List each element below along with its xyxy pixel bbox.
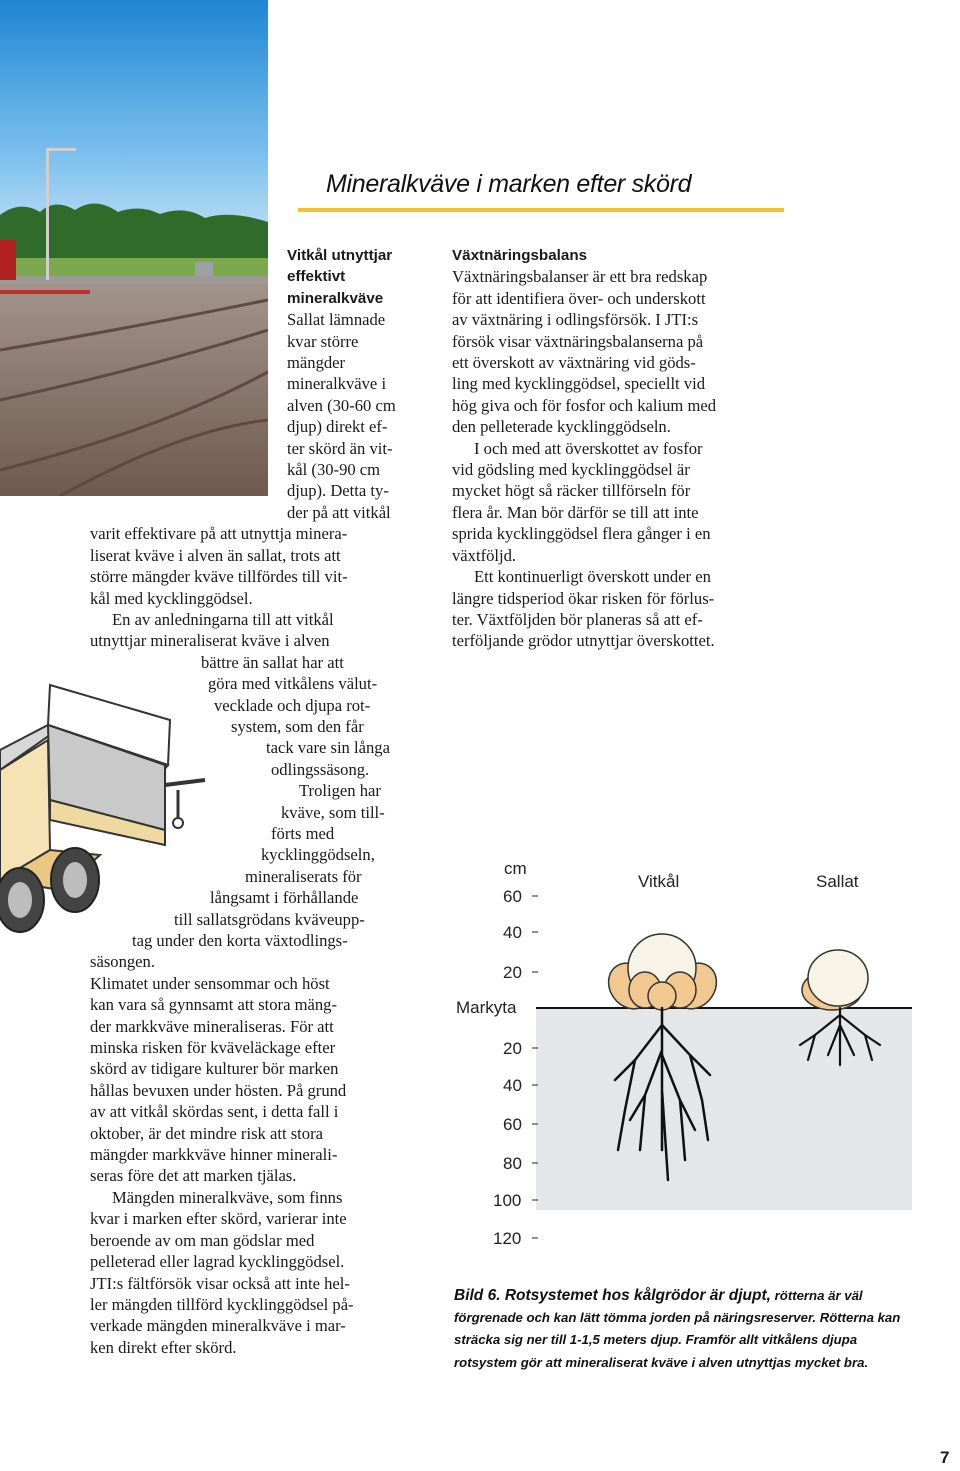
right-column: [452, 245, 797, 652]
text-line: Växtnäringsbalanser är ett bra redskap: [452, 267, 708, 287]
tick-label: 20: [503, 963, 522, 982]
plant-label-vitkal: Vitkål: [638, 872, 680, 891]
heading-vaxtnaringsbalans: Växtnäringsbalans: [452, 247, 588, 264]
text-line: Ett kontinuerligt överskott under en: [474, 567, 711, 587]
page-number: 7: [940, 1448, 950, 1467]
text-line: mineralkväve i: [287, 374, 387, 394]
text-line: I och med att överskottet av fosfor: [474, 438, 703, 458]
text-line: ter skörd än vit-: [287, 438, 393, 458]
paragraph-mangden: [90, 1187, 435, 1358]
text-line: En av anledningarna till att vitkål: [112, 609, 334, 629]
text-line: långsamt i förhållande: [210, 888, 359, 908]
text-line: oktober, är det mindre risk att stora: [90, 1123, 323, 1143]
text-line: kan vara så gynnsamt att stora mäng-: [90, 995, 337, 1015]
tick-label: 40: [503, 1076, 522, 1095]
text-line: der på att vitkål: [287, 502, 391, 522]
text-line: liserat kväve i alven än sallat, trots att: [90, 545, 341, 565]
text-line: ett överskott av växtnäring vid göds-: [452, 353, 696, 373]
heading-line: Vitkål utnyttjar: [287, 247, 393, 264]
caption-line: [454, 1285, 954, 1307]
caption-text: sträcka sig ner till 1-1,5 meters djup. Framför allt vitkålens djupa: [454, 1332, 858, 1348]
text-line: varit effektivare på att utnyttja minera-: [90, 524, 348, 544]
text-line: system, som den får: [231, 716, 364, 736]
text-line: större mängder kväve tillfördes till vit-: [90, 567, 348, 587]
text-line: verkade mängden mineralkväve i mar-: [90, 1316, 346, 1336]
tick-label: 120: [493, 1229, 522, 1248]
text-line: flera år. Man bör därför se till att inte: [452, 502, 699, 522]
text-line: mycket högt så räcker tillförseln för: [452, 481, 691, 501]
text-line: växtföljd.: [452, 545, 517, 565]
text-line: JTI:s fältförsök visar också att inte hel-: [90, 1273, 350, 1293]
paragraph-overskott: [452, 566, 797, 652]
text-line: försök visar växtnäringsbalanserna på: [452, 331, 704, 351]
caption-text: rötterna är väl: [774, 1288, 863, 1303]
text-line: Mängden mineralkväve, som finns: [112, 1187, 343, 1207]
text-line: hög giva och för fosfor och kalium med: [452, 395, 717, 415]
paragraph-anledning: [90, 609, 435, 1187]
text-line: kvar i marken efter skörd, varierar inte: [90, 1209, 347, 1229]
text-line: tack vare sin långa: [266, 738, 390, 758]
text-line: förts med: [271, 823, 335, 843]
root-depth-diagram: [440, 850, 940, 1260]
text-line: mineraliserats för: [245, 866, 362, 886]
text-line: ling med kycklinggödsel, speciellt vid: [452, 374, 706, 394]
text-line: mängder markkväve hinner minerali-: [90, 1145, 338, 1165]
text-line: Sallat lämnade: [287, 310, 386, 330]
text-line: bättre än sallat har att: [201, 652, 344, 672]
text-line: kål med kycklinggödsel.: [90, 588, 253, 608]
text-line: skörd av tidigare kulturer bör marken: [90, 1059, 339, 1079]
left-column: [90, 245, 435, 1358]
page-title: Mineralkväve i marken efter skörd: [326, 170, 692, 198]
text-line: alven (30-60 cm: [287, 395, 396, 415]
text-line: göra med vitkålens välut-: [208, 674, 378, 694]
text-line: sprida kycklinggödsel flera gånger i en: [452, 524, 711, 544]
heading-line: mineralkväve: [287, 289, 384, 307]
text-line: av att vitkål skördas sent, i detta fall i: [90, 1102, 339, 1122]
tick-label: 40: [503, 923, 522, 942]
text-line: av växtnäring i odlingsförsök. I JTI:s: [452, 310, 699, 330]
text-line: Troligen har: [299, 781, 381, 801]
text-line: beroende av om man gödslar med: [90, 1230, 315, 1250]
paragraph-fosfor: [452, 438, 797, 566]
paragraph-sallat: [90, 309, 435, 609]
tick-label: 60: [503, 887, 522, 906]
text-line: Klimatet under sensommar och höst: [90, 973, 330, 993]
text-line: minska risken för kväveläckage efter: [90, 1038, 336, 1058]
text-line: hållas bevuxen under hösten. På grund: [90, 1080, 347, 1100]
tick-label: 60: [503, 1115, 522, 1134]
text-line: ler mängden tillförd kycklinggödsel på-: [90, 1294, 354, 1314]
tick-label: 20: [503, 1039, 522, 1058]
text-line: kvar större: [287, 331, 359, 351]
text-line: kål (30-90 cm: [287, 460, 381, 480]
text-line: ter. Växtföljden bör planeras så att ef-: [452, 609, 703, 629]
text-line: utnyttjar mineraliserat kväve i alven: [90, 631, 330, 651]
text-line: vid gödsling med kycklinggödsel är: [452, 460, 690, 480]
text-line: terföljande grödor utnyttjar överskottet.: [452, 631, 715, 651]
text-line: pelleterad eller lagrad kycklinggödsel.: [90, 1252, 345, 1272]
soil-area: [536, 1008, 912, 1210]
text-line: kväve, som till-: [281, 802, 385, 822]
text-line: längre tidsperiod ökar risken för förlus-: [452, 588, 715, 608]
heading-vitkal: [90, 245, 435, 309]
figure-caption: [454, 1285, 954, 1374]
text-line: der markkväve mineraliseras. För att: [90, 1016, 334, 1036]
plant-label-sallat: Sallat: [816, 872, 859, 891]
text-line: säsongen.: [90, 952, 155, 972]
caption-text: rotsystem gör att mineraliserat kväve i alven utnyttjas mycket bra.: [454, 1354, 869, 1370]
text-line: djup). Detta ty-: [287, 481, 389, 501]
text-line: kycklinggödseln,: [261, 845, 375, 865]
tick-label: 100: [493, 1191, 522, 1210]
text-line: mängder: [287, 353, 346, 373]
text-line: ken direkt efter skörd.: [90, 1337, 237, 1357]
tick-label: 80: [503, 1154, 522, 1173]
paragraph-balans: [452, 266, 797, 437]
text-line: för att identifiera över- och underskott: [452, 288, 706, 308]
unit-label: cm: [504, 859, 527, 878]
text-line: vecklade och djupa rot-: [214, 695, 371, 715]
text-line: till sallatsgrödans kväveupp-: [174, 909, 365, 929]
text-line: tag under den korta växtodlings-: [132, 931, 348, 950]
caption-label: Bild 6. Rotsystemet hos kålgrödor är djupt,: [454, 1287, 771, 1304]
text-line: odlingssäsong.: [271, 759, 370, 779]
text-line: djup) direkt ef-: [287, 417, 388, 437]
caption-text: förgrenade och kan lätt tömma jorden på näringsreserver. Rötterna kan: [454, 1310, 901, 1326]
text-line: seras före det att marken tjälas.: [90, 1166, 297, 1186]
text-line: den pelleterade kycklinggödseln.: [452, 417, 671, 437]
title-rule: [298, 208, 784, 212]
surface-label: Markyta: [456, 998, 517, 1017]
heading-line: effektivt: [287, 268, 346, 286]
